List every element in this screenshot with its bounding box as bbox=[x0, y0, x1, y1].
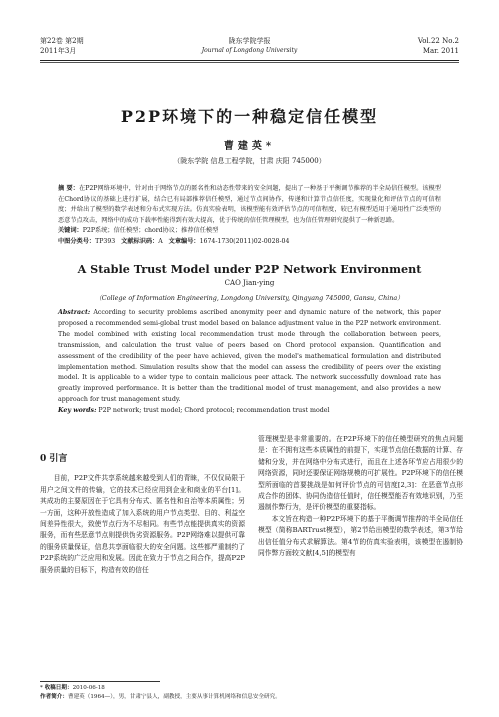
doc-code-label: 文献标识码： bbox=[121, 237, 159, 245]
intro-paragraph-1: 目前，P2P文件共享系统越来越受到人们的青睐，不仅仅局限于用户之间文件的传输，它的技术已经应用到企业和商业的平台[1]。其成功的主要原因在于它具有分布式、匿名性和自治等本质属性；另一方面，这种开放性造成了加入系统的用户节点类型、目的、利益空间差异性很大，致使节点行为不尽相同。有些节点能提供真实的资源服务，而有些恶意节点则提供伪劣资源服务。P2P网络难以提供可靠的服务质量保证，信息共享面临很大的安全问题。这些都严重制约了P2P系统的广泛应用和发展。因此在致力于节点之间合作，提高P2P服务质量的目标下，构造有效的信任 bbox=[40, 474, 245, 574]
column-right bbox=[258, 434, 463, 559]
affiliation-en: （College of Information Engineering, Longdong University, Qingyang 745000, Gansu, China） bbox=[95, 294, 404, 302]
section-heading-intro: 0 引言 bbox=[40, 454, 68, 464]
volume-issue: 第22卷 第2期 bbox=[40, 37, 84, 45]
abstract-cn-label: 摘 要： bbox=[58, 185, 79, 192]
author-cn: 曹建英* bbox=[223, 141, 276, 152]
keywords-cn-label: 关键词： bbox=[58, 227, 83, 235]
article-id-label: 文章编号： bbox=[168, 237, 200, 245]
abstract-cn bbox=[58, 184, 441, 248]
journal-name-en: Journal of Longdong University bbox=[201, 47, 298, 54]
intro-paragraph-1-cont: 管理模型是非常重要的。在P2P环境下的信任模型研究的焦点问题是：在不拥有这些本质属性的前提下，实现节点信任数据的计算、存储和分发，并在网络中分布式进行，而且在上述各环节应占用很少的网络资源，同时还要保证网络规模的可扩展性。P2P环境下的信任模型所面临的首要挑战是如何评价节点的可信度[2,3]：在恶意节点形成合作的团体、协同伪造信任值时，信任模型能否有效地识别，乃至遏制作弊行为，是评价模型的重要指标。 bbox=[258, 435, 463, 512]
header-rule-thin bbox=[40, 62, 459, 63]
doc-code: A bbox=[158, 237, 163, 245]
volume-issue-en: Vol.22 No.2 bbox=[417, 37, 459, 45]
abstract-en bbox=[58, 308, 441, 417]
header-center bbox=[40, 36, 459, 56]
column-left bbox=[40, 434, 245, 576]
running-header bbox=[40, 36, 459, 62]
footnote-rule bbox=[40, 681, 160, 682]
keywords-en-label: Key words: bbox=[58, 407, 97, 415]
footnote-author bbox=[40, 693, 459, 702]
article-id: 1674-1730(2011)02-0028-04 bbox=[199, 237, 290, 245]
publication-date: 2011年3月 bbox=[40, 47, 77, 55]
abstract-cn-text: 在P2P网络环境中，针对由于网络节点的匿名性和动态性带来的安全问题，提出了一种基于平衡调节推荐的半全局信任模型。该模型在Chord协议的基础上进行扩展，结合已有局部推荐信任模型，通过节点间协作，传递和计算节点信任度，实现量化和评估节点的可信程度；并给出了模型的数学表述和分布式实现方法。仿真实验表明，该模型能有效评估节点的可信程度，较已有模型适用于通用性广泛类型的恶意节点攻击，网络中的成功下载率性能得到有效大提高，优于传统的信任管理模型，也为信任管理研究提供了一种新思路。 bbox=[58, 185, 441, 224]
footnote-received: * 收稿日期：2010-06-18 bbox=[40, 685, 105, 691]
received-date: 2010-06-18 bbox=[72, 685, 105, 691]
header-right bbox=[418, 36, 459, 56]
abstract-en-text: According to security problems ascribed anonymity peer and dynamic nature of the network, this paper proposed a recommended semi-global trust model based on balance adjustment value in the P2P network environment. The model combined with existing local recommendation trust mode through the collaboration between peers, transmission, and calculation the trust value of peers based on Chord protocol expansion. Quantification and assessment of the credibility of the peer have achieved, given the model's mathematical formulation and distributed implementation method. Simulation results show that the model can assess the credibility of peers over the existing model. It is applicable to a wider type to contain malicious peer attack. The network successfully download rate has greatly improved performance. It is better than the traditional model of trust management, and also provides a new approach for trust management study. bbox=[58, 309, 441, 404]
intro-paragraph-2: 本文旨在构造一种P2P环境下的基于平衡调节推荐的半全局信任模型（简称BARTrust模型），第2节给出模型的数学表述，第3节给出信任值分布式求解算法。第4节的仿真实验表明，该模型在遏制协同作弊方面较文献[4,5]的模型有 bbox=[258, 514, 463, 558]
author-en: CAO Jian-ying bbox=[224, 279, 275, 287]
paper-title-en: A Stable Trust Model under P2P Network Environment bbox=[77, 262, 422, 276]
paper-title-cn: P2P环境下的一种稳定信任模型 bbox=[120, 107, 379, 126]
received-label: 收稿日期： bbox=[44, 685, 73, 691]
keywords-en: P2P network; trust model; Chord protocol; recommendation trust model bbox=[98, 407, 330, 415]
abstract-en-label: Abstract: bbox=[58, 309, 91, 316]
clc-number: TP393 bbox=[95, 237, 116, 245]
publication-date-en: Mar. 2011 bbox=[422, 47, 459, 55]
keywords-cn: P2P系统；信任模型；chord协议；推荐信任模型 bbox=[82, 227, 219, 235]
journal-name-cn: 陇东学院学报 bbox=[228, 37, 271, 45]
clc-label: 中图分类号： bbox=[58, 237, 96, 245]
author-bio: 曹建英（1964—），男，甘肃宁县人，副教授，主要从事计算机网络和信息安全研究。 bbox=[67, 694, 281, 700]
author-bio-label: 作者简介： bbox=[40, 694, 68, 700]
affiliation-cn: （陇东学院 信息工程学院，甘肃 庆阳 745000） bbox=[173, 157, 326, 165]
footnote bbox=[40, 684, 459, 702]
header-rule bbox=[40, 60, 459, 61]
